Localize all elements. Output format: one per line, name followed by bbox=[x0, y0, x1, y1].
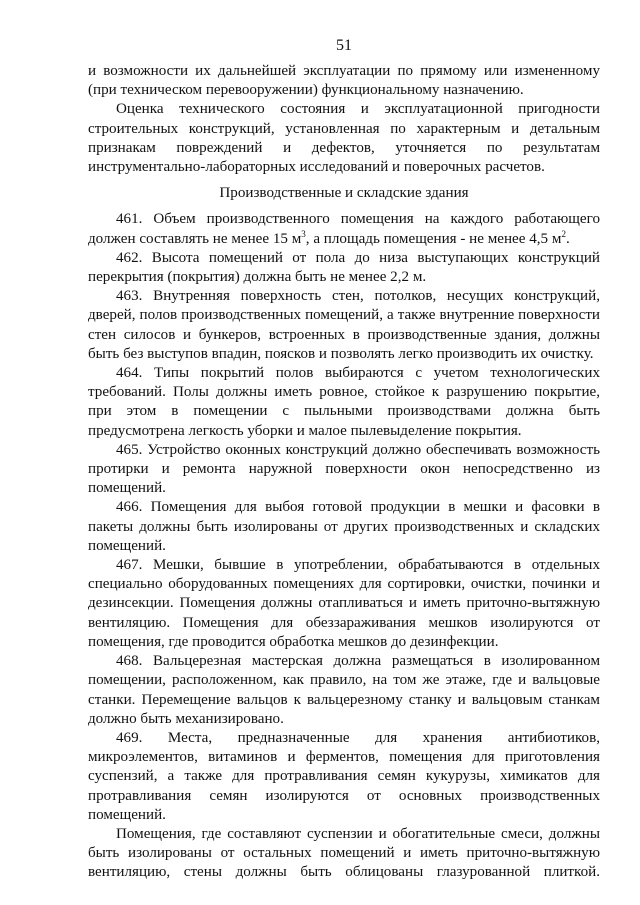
paragraph-462: 462. Высота помещений от пола до низа выступающих конструкций перекрытия (покрытия) должна быть не менее 2,2 м. bbox=[88, 249, 600, 286]
paragraph-468: 468. Вальцерезная мастерская должна размещаться в изолированном помещении, расположенном, как правило, на том же этаже, где и вальцовые станки. Перемещение вальцов к вальцерезному станку и вальцовым станкам должно быть механизировано. bbox=[88, 653, 600, 727]
page-number: 51 bbox=[336, 37, 352, 54]
paragraph-assessment: Оценка технического состояния и эксплуатационной пригодности строительных конструкций, установленная по характерным и детальным признакам повреждений и дефектов, уточняется по результатам инструментально-лабораторных исследований и поверочных расчетов. bbox=[88, 101, 600, 176]
section-heading: Производственные и складские здания bbox=[219, 185, 469, 202]
paragraph-463: 463. Внутренняя поверхность стен, потолков, несущих конструкций, дверей, полов производственных помещений, а также внутренние поверхности стен силосов и бункеров, встроенных в производственные здания, должны быть без выступов впадин, поясков и позволять легко производить их очистку. bbox=[88, 288, 600, 362]
paragraph-466: 466. Помещения для выбоя готовой продукции в мешки и фасовки в пакеты должны быть изолированы от других производственных и складских помещений. bbox=[88, 499, 600, 554]
superscript-square: 2 bbox=[561, 228, 566, 239]
document-body bbox=[88, 62, 600, 883]
paragraph-final: Помещения, где составляют суспензии и обогатительные смеси, должны быть изолированы от остальных помещений и иметь приточно-вытяжную вентиляцию, стены должны быть облицованы глазурованной плиткой. bbox=[88, 825, 600, 881]
paragraph-464: 464. Типы покрытий полов выбираются с учетом технологических требований. Полы должны иметь ровное, стойкое к разрушению покрытие, при этом в помещении с пыльными производствами должна быть предусмотрена легкость уборки и малое пылевыделение покрытия. bbox=[88, 365, 600, 439]
paragraph-461-text-b: , а площадь помещения - не менее 4,5 м bbox=[305, 230, 562, 247]
paragraph-469: 469. Места, предназначенные для хранения антибиотиков, микроэлементов, витаминов и ферментов, помещения для приготовления суспензий, а также для протравливания семян кукурузы, химикатов для протравливания семян изолируются от основных производственных помещений. bbox=[88, 729, 600, 823]
paragraph-461-text-c: . bbox=[565, 230, 570, 247]
paragraph-461-text-a: 461. Объем производственного помещения на каждого работающего должен составлять не менее 15 м bbox=[88, 211, 600, 247]
paragraph-461 bbox=[88, 210, 600, 248]
paragraph-continuation: и возможности их дальнейшей эксплуатации по прямому или измененному (при техническом перевооружении) функциональному назначению. bbox=[88, 63, 600, 99]
paragraph-465: 465. Устройство оконных конструкций должно обеспечивать возможность протирки и ремонта наружной поверхности окон непосредственно из помещений. bbox=[88, 441, 600, 497]
superscript-cubic: 3 bbox=[301, 228, 306, 239]
paragraph-467: 467. Мешки, бывшие в употреблении, обрабатываются в отдельных специально оборудованных помещениях для сортировки, очистки, починки и дезинсекции. Помещения должны отапливаться и иметь приточно-вытяжную вентиляцию. Помещения для обеззараживания мешков изолируются от помещения, где проводится обработка мешков до дезинфекции. bbox=[88, 557, 600, 650]
